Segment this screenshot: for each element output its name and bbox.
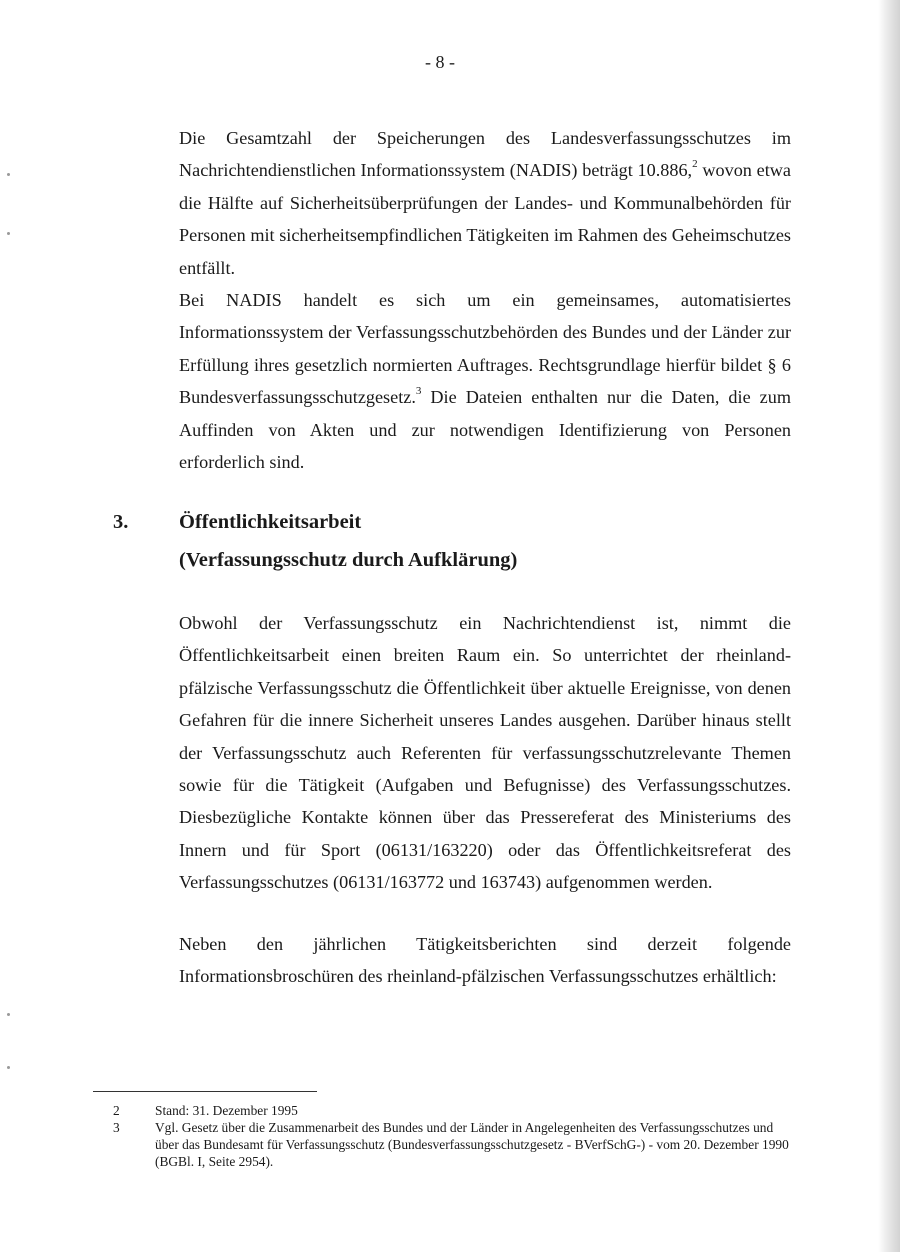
footnote-number: 2 xyxy=(113,1103,120,1118)
scan-speck xyxy=(7,232,10,235)
scan-speck xyxy=(7,1066,10,1069)
scan-speck xyxy=(7,173,10,176)
scan-speck xyxy=(7,1013,10,1016)
paragraph-brochures: Neben den jährlichen Tätigkeitsberichten sind derzeit folgende Informationsbroschüren des rheinland-pfälzischen Verfassungsschutzes erhältlich: xyxy=(179,934,791,987)
section-number: 3. xyxy=(113,511,129,533)
paragraph-text: Die Gesamtzahl der Speicherungen des Landesverfassungsschutzes im Nachrichtendienstlichen Informationssystem (NADIS) beträgt 10.886, xyxy=(179,128,791,181)
paragraph-public-relations: Obwohl der Verfassungsschutz ein Nachrichtendienst ist, nimmt die Öffentlichkeitsarbeit einen breiten Raum ein. So unterrichtet der rheinland-pfälzische Verfassungsschutz die Öffentlichkeit über aktuelle Ereignisse, von denen Gefahren für die innere Sicherheit unseres Landes ausgehen. Darüber hinaus stellt der Verfassungsschutz auch Referenten für verfassungsschutzrelevante Themen sowie für die Tätigkeit (Aufgaben und Befugnisse) des Verfassungsschutzes. Diesbezügliche Kontakte können über das Pressereferat des Ministeriums des Innern und für Sport (06131/163220) oder das Öffentlichkeitsreferat des Verfassungsschutzes (06131/163772 und 163743) aufgenommen werden. xyxy=(179,613,791,893)
section-title: Öffentlichkeitsarbeit xyxy=(179,511,362,533)
footnote-text: Stand: 31. Dezember 1995 xyxy=(155,1103,298,1118)
footnote-text: Vgl. Gesetz über die Zusammenarbeit des Bundes und der Länder in Angelegenheiten des Verfassungsschutzes und über das Bundesamt für Verfassungsschutz (Bundesverfassungsschutzgesetz - BVerfSchG-) - vom 20. Dezember 1990 (BGBl. I, Seite 2954). xyxy=(155,1120,789,1169)
paragraph-nadis-count xyxy=(179,122,791,284)
paragraph-nadis-description xyxy=(179,284,791,478)
footnote-2 xyxy=(113,1102,793,1119)
footnote-number: 3 xyxy=(113,1120,120,1135)
footnote-separator xyxy=(93,1091,317,1092)
page-number: - 8 - xyxy=(425,52,455,72)
paragraph-text: wovon etwa die Hälfte auf Sicherheitsüberprüfungen der Landes- und Kommunalbehörden für Personen mit sicherheitsempfindlichen Tätigkeiten im Rahmen des Geheimschutzes entfällt. xyxy=(179,160,791,278)
paragraph-text: Die Dateien enthalten nur die Daten, die zum Auffinden von Akten und zur notwendigen Identifizierung von Personen erforderlich sind. xyxy=(179,387,791,473)
paragraph-text: Bei NADIS handelt es sich um ein gemeinsames, automatisiertes Informationssystem der Verfassungsschutzbehörden des Bundes und der Länder zur Erfüllung ihres gesetzlich normierten Auftrages. Rechtsgrundlage hierfür bildet § 6 Bundesverfassungsschutzgesetz. xyxy=(179,290,791,408)
page-edge-shadow xyxy=(878,0,900,1252)
footnote-ref: 2 xyxy=(692,158,698,171)
footnote-ref: 3 xyxy=(415,385,422,398)
footnote-3 xyxy=(113,1119,793,1170)
section-subtitle: (Verfassungsschutz durch Aufklärung) xyxy=(179,549,518,571)
